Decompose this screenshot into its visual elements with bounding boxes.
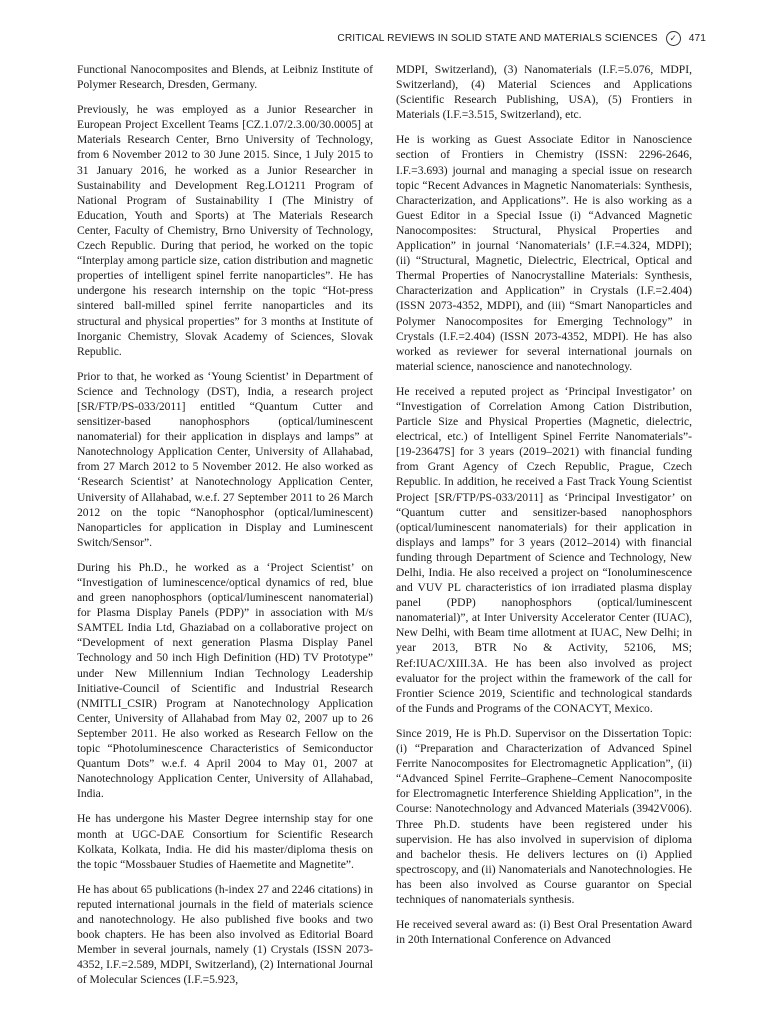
paragraph: Functional Nanocomposites and Blends, at Leibniz Institute of Polymer Research, Dresden, Germany.: [77, 63, 373, 92]
page-number: 471: [688, 32, 706, 44]
paragraph: He has about 65 publications (h-index 27 and 2246 citations) in reputed international journals in the field of materials science and nanotechnology. He also published five books and two book chapters. He has been also involved as Editorial Board Member in several journals, namely (1) Crystals (ISSN 2073-4352, I.F.=2.589, MDPI, Switzerland), (2) International Journal of Molecular Sciences (I.F.=5.923,: [77, 882, 373, 987]
paragraph: He received several award as: (i) Best Oral Presentation Award in 20th International Conference on Advanced: [396, 918, 692, 947]
paragraph: He is working as Guest Associate Editor in Nanoscience section of Frontiers in Chemistry (ISSN: 2296-2646, I.F.=3.693) journal and managing a special issue on research topic “Recent Advances in Magnetic Nanomaterials: Synthesis, Characterization, and Applications”. He is also working as a Guest Editor in a Special Issue (i) “Advanced Magnetic Nanocomposites: Structural, Physical Properties and Application” in journal ‘Nanomaterials’ (I.F.=4.324, MDPI); (ii) “Structural, Magnetic, Dielectric, Electrical, Optical and Thermal Properties of Nanocrystalline Materials: Synthesis, Characterization and Application” in Crystals (I.F.=2.404) (ISSN 2073-4352, MDPI), and (iii) “Smart Nanoparticles and Polymer Nanocomposites for Emerging Technology” in Crystals (I.F.=2.404) (ISSN 2073-4352, MDPI). He has also worked as reviewer for several international journals on material science, nanoscience and nanotechnology.: [396, 133, 692, 373]
paragraph: MDPI, Switzerland), (3) Nanomaterials (I.F.=5.076, MDPI, Switzerland), (4) Material Sciences and Applications (Scientific Research Publishing, USA), (5) Frontiers in Materials (I.F.=3.515, Switzerland), etc.: [396, 63, 692, 122]
left-column: [77, 62, 373, 997]
journal-title: CRITICAL REVIEWS IN SOLID STATE AND MATERIALS SCIENCES: [337, 32, 658, 44]
crossmark-icon[interactable]: ✓: [666, 31, 681, 46]
paragraph: Previously, he was employed as a Junior Researcher in European Project Excellent Teams [CZ.1.07/2.3.00/30.0005] at Materials Research Center, Brno University of Technology, from 6 November 2012 to 30 June 2015. Since, 1 July 2015 to 31 January 2016, he worked as a Junior Researcher in Sustainability and Development Reg.LO1211 Program of National Program of Sustainability I (The Ministry of Education, Youth and Sports) at The Materials Research Center, Faculty of Chemistry, Brno University of Technology, Czech Republic. During that period, he worked on the topic “Interplay among particle size, cation distribution and magnetic properties of intelligent spinel ferrite nanoparticles”. He has undergone his research internship on the topic “Hot-press sintered ball-milled spinel ferrite nanoparticles and its structural and physical properties” for 3 months at Institute of Inorganic Chemistry, Slovak Academy of Sciences, Slovak Republic.: [77, 103, 373, 358]
paragraph: Since 2019, He is Ph.D. Supervisor on the Dissertation Topic: (i) “Preparation and Characterization of Advanced Spinel Ferrite Nanocomposites for Electromagnetic Application”, (ii) “Advanced Spinel Ferrite–Graphene–Cement Nanocomposite for Electromagnetic Interference Shielding Application”, in the Course: Nanotechnology and Advanced Materials (3942V006). Three Ph.D. students have been registered under his supervision. He has also involved in supervision of diploma and bachelor thesis. He delivers lectures on (i) Applied spectroscopy, and (ii) Nanomaterials and Nanotechnologies. He has been also involved as Course guarantor on Special techniques of nanomaterials synthesis.: [396, 726, 692, 906]
paragraph: Prior to that, he worked as ‘Young Scientist’ in Department of Science and Technology (DST), India, a research project [SR/FTP/PS-033/2011] entitled “Quantum Cutter and sensitizer-based nanophosphors (optical/luminescent nanomaterial) for their application in displays and lamps” at Nanotechnology Application Center, University of Allahabad, from 27 March 2012 to 5 November 2012. He also worked as ‘Research Scientist’ at Nanotechnology Application Center, University of Allahabad, w.e.f. 27 September 2011 to 26 March 2012 on the topic “Nanophosphor (optical/luminescent) Nanoparticles for application in Display and Luminescent Switch/Sensor”.: [77, 369, 373, 549]
paragraph: He received a reputed project as ‘Principal Investigator’ on “Investigation of Correlation Among Cation Distribution, Particle Size and Physical Properties (Magnetic, dielectric, electrical, etc.) of Intelligent Spinel Ferrite Nanomaterials”-[19-23647S] for 3 years (2019–2021) with financial funding from Grant Agency of Czech Republic, Prague, Czech Republic. In addition, he received a Fast Track Young Scientist Project [SR/FTP/PS-033/2011] as ‘Principal Investigator’ on “Quantum cutter and sensitizer-based nanophosphors (optical/luminescent nanomaterials) for their application in displays and lamps” for 3 years (2012–2014) with financial funding through Department of Science and Technology, New Delhi, India. He also received a project on “Ionoluminescence and VUV PL characteristics of ion irradiated plasma display panel (PDP) nanophosphors (optical/luminescent nanomaterial)”, at Inter University Accelerator Center (IUAC), New Delhi, with Beam time allotment at IUAC, New Delhi; in year 2013, BTR No & Activity, 52106, MS; Ref:IUAC/XIII.3A. He has been also involved as project evaluator for the project within the framework of the call for Frontier Science 2019, Scientific and technological standards of the Funds and Programs of the CONACYT, Mexico.: [396, 384, 692, 715]
paragraph: He has undergone his Master Degree internship stay for one month at UGC-DAE Consortium for Scientific Research Kolkata, Kolkata, India. He did his master/diploma thesis on the topic “Mossbauer Studies of Haemetite and Magnetite”.: [77, 812, 373, 871]
right-column: [396, 62, 692, 957]
paragraph: During his Ph.D., he worked as a ‘Project Scientist’ on “Investigation of luminescence/optical dynamics of red, blue and green nanophosphors (optical/luminescent nanomaterial) for Plasma Display Panels (PDP)” in association with M/s SAMTEL India Ltd, Ghaziabad on a collaborative project on “Development of next generation Plasma Display Panel Technology and 50 inch High Definition (HD) TV Prototype” under New Millennium Indian Technology Leadership Initiative-Council of Scientific and Industrial Research (NMITLI_CSIR) Program at Nanotechnology Application Center, University of Allahabad from May 02, 2007 up to 26 September 2011. He also worked as Research Fellow on the topic “Photoluminescence Characteristics of Semiconductor Quantum Dots” w.e.f. 4 April 2004 to May 01, 2007 at Nanotechnology Application Center, University of Allahabad, India.: [77, 560, 373, 801]
running-header: [337, 26, 706, 50]
